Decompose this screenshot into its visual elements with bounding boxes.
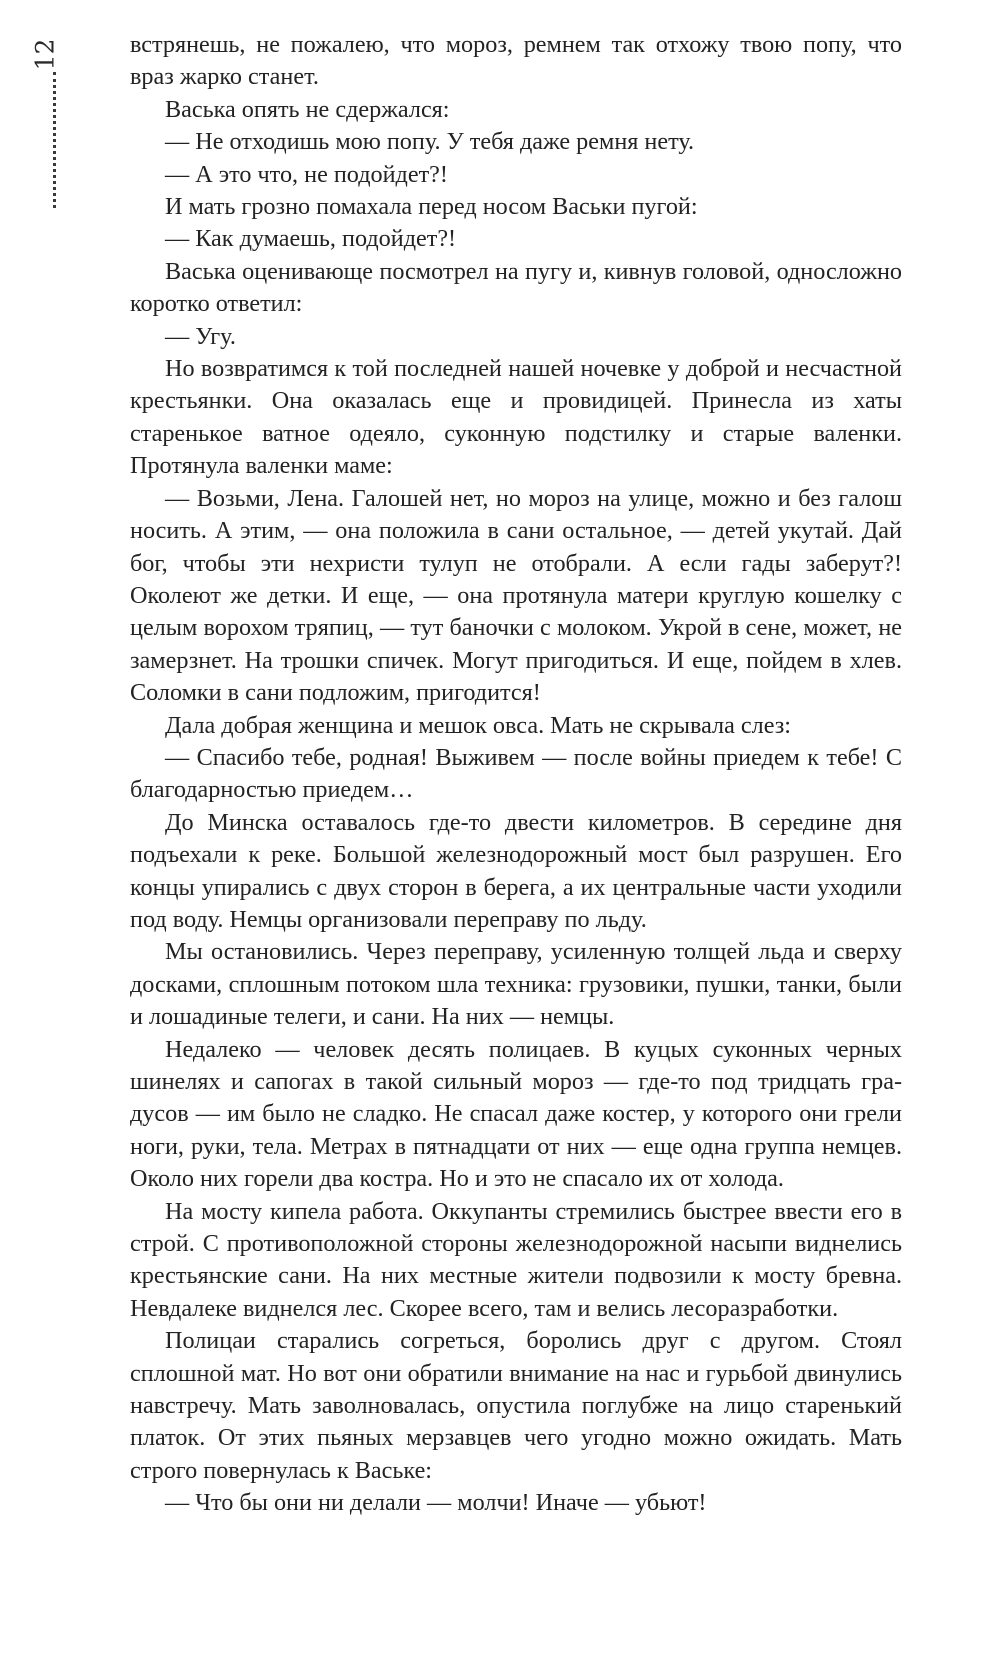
paragraph-continued: встрянешь, не пожалею, что мороз, ремнем так отхожу твою попу, что враз жарко станет. <box>130 31 902 91</box>
paragraph: И мать грозно помахала перед носом Васьки пугой: <box>165 193 698 221</box>
paragraph: Мы остановились. Через переправу, усиленную толщей льда и сверху досками, сплошным потоком шла техника: грузовики, пушки, танки, были и лошадиные телеги, и сани. На них — немцы. <box>130 938 902 1031</box>
paragraph: — Возьми, Лена. Галошей нет, но мороз на улице, можно и без галош носить. А этим, — она положила в сани остальное, — детей укутай. Дай бог, чтобы эти нехристи тулуп не отобрали. А если гады заберут?! Околеют же детки. И еще, — она протянула матери круглую кошелку с целым ворохом тряпиц, — тут баночки с молоком. Укрой в сене, может, не замерзнет. На трошки спичек. Могут пригодиться. И еще, пойдем в хлев. Соломки в сани подложим, пригодится! <box>130 484 902 707</box>
page-number: 12 <box>30 38 60 71</box>
body-text <box>130 29 902 1520</box>
paragraph: — Как думаешь, подойдет?! <box>165 225 457 253</box>
paragraph: Васька опять не сдержался: <box>165 95 450 123</box>
paragraph: На мосту кипела работа. Оккупанты стремились быстрее ввести его в строй. С противоположной стороны железнодорожной насыпи виднелись крестьянские сани. На них местные жители подвозили к мосту бревна. Невдалеке виднелся лес. Скорее всего, там и велись лесоразработки. <box>130 1197 902 1322</box>
paragraph: — Спасибо тебе, родная! Выживем — после войны приедем к тебе! С благодарностью приедем… <box>130 743 902 804</box>
dotted-margin-rule <box>53 72 56 208</box>
paragraph: Полицаи старались согреться, боролись друг с другом. Стоял сплошной мат. Но вот они обратили внимание на нас и гурьбой двинулись навстречу. Мать заволновалась, опустила поглубже на лицо старенький платок. От этих пьяных мерзавцев чего угодно можно ожидать. Мать строго повернулась к Ваське: <box>130 1327 902 1484</box>
paragraph: — Что бы они ни делали — молчи! Иначе — убьют! <box>165 1489 707 1517</box>
paragraph: Недалеко — человек десять полицаев. В куцых суконных черных шинелях и сапогах в такой сильный мороз — где-то под тридцать градусов — им было не сладко. Не спасал даже костер, у которого они грели ноги, руки, тела. Метрах в пятнадцати от них — еще одна группа немцев. Около них горели два костра. Но и это не спасало их от холода. <box>130 1035 902 1193</box>
paragraph: Васька оценивающе посмотрел на пугу и, кивнув головой, односложно коротко ответил: <box>130 257 902 318</box>
paragraph: — Не отходишь мою попу. У тебя даже ремня нету. <box>165 128 695 156</box>
paragraph: Дала добрая женщина и мешок овса. Мать не скрывала слез: <box>165 711 791 739</box>
paragraph: — А это что, не подойдет?! <box>165 160 448 188</box>
paragraph: Но возвратимся к той последней нашей ночевке у доброй и несчастной крестьянки. Она оказалась еще и провидицей. Принесла из хаты старенькое ватное одеяло, суконную подстилку и старые валенки. Протянула валенки маме: <box>130 355 902 480</box>
paragraph: — Угу. <box>165 322 236 350</box>
paragraph: До Минска оставалось где-то двести километров. В середине дня подъехали к реке. Большой железнодорожный мост был разрушен. Его концы упирались с двух сторон в берега, а их центральные части уходили под воду. Немцы организовали переправу по льду. <box>130 808 902 933</box>
